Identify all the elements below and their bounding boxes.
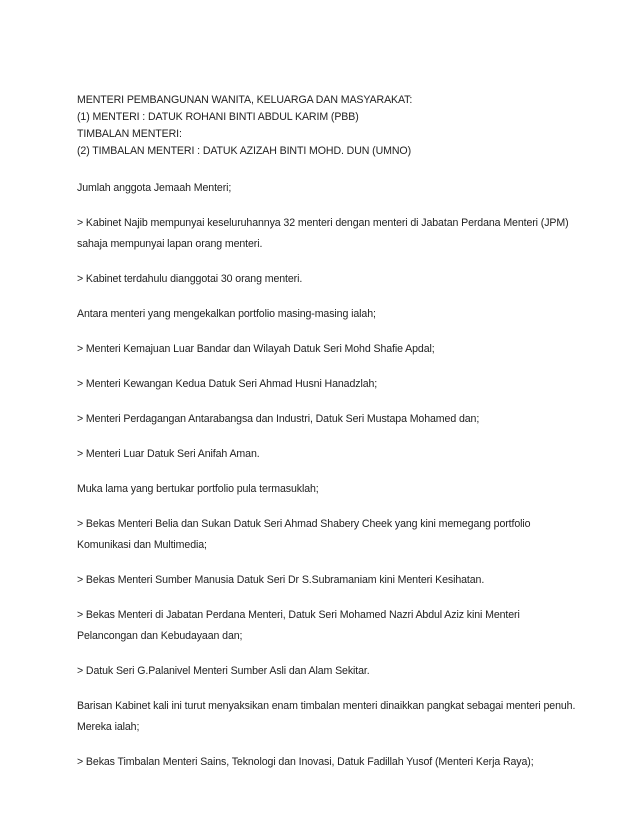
ministry-heading: MENTERI PEMBANGUNAN WANITA, KELUARGA DAN MASYARAKAT: [77, 94, 413, 106]
minister-line: (1) MENTERI : DATUK ROHANI BINTI ABDUL KARIM (PBB) [77, 111, 359, 123]
list-item: > Menteri Perdagangan Antarabangsa dan Industri, Datuk Seri Mustapa Mohamed dan; [77, 413, 480, 425]
list-item: > Menteri Kewangan Kedua Datuk Seri Ahmad Husni Hanadzlah; [77, 378, 378, 390]
deputy-heading: TIMBALAN MENTERI: [77, 128, 182, 140]
list-item: > Bekas Menteri di Jabatan Perdana Menteri, Datuk Seri Mohamed Nazri Abdul Aziz kini Menteri Pelancongan dan Kebudayaan dan; [77, 609, 520, 642]
paragraph-najib-cabinet: > Kabinet Najib mempunyai keseluruhannya 32 menteri dengan menteri di Jabatan Perdana Menteri (JPM) sahaja mempunyai lapan orang menteri. [77, 217, 569, 250]
deputy-minister-line: (2) TIMBALAN MENTERI : DATUK AZIZAH BINTI MOHD. DUN (UMNO) [77, 145, 411, 157]
paragraph-changed-portfolio: Muka lama yang bertukar portfolio pula termasuklah; [77, 483, 319, 495]
list-item: > Menteri Kemajuan Luar Bandar dan Wilayah Datuk Seri Mohd Shafie Apdal; [77, 343, 435, 355]
paragraph-retained-portfolio: Antara menteri yang mengekalkan portfolio masing-masing ialah; [77, 308, 376, 320]
list-item: > Bekas Timbalan Menteri Sains, Teknologi dan Inovasi, Datuk Fadillah Yusof (Menteri Kerja Raya); [77, 756, 534, 768]
list-item: > Menteri Luar Datuk Seri Anifah Aman. [77, 448, 260, 460]
list-item: > Datuk Seri G.Palanivel Menteri Sumber Asli dan Alam Sekitar. [77, 665, 370, 677]
list-item: > Bekas Menteri Sumber Manusia Datuk Seri Dr S.Subramaniam kini Menteri Kesihatan. [77, 574, 485, 586]
list-item: > Bekas Menteri Belia dan Sukan Datuk Seri Ahmad Shabery Cheek yang kini memegang portfolio Komunikasi dan Multimedia; [77, 518, 531, 551]
paragraph-cabinet-members: Jumlah anggota Jemaah Menteri; [77, 182, 232, 194]
document-page [77, 92, 577, 773]
paragraph-promoted-deputies: Barisan Kabinet kali ini turut menyaksikan enam timbalan menteri dinaikkan pangkat sebagai menteri penuh. Mereka ialah; [77, 700, 576, 733]
paragraph-previous-cabinet: > Kabinet terdahulu dianggotai 30 orang menteri. [77, 273, 303, 285]
